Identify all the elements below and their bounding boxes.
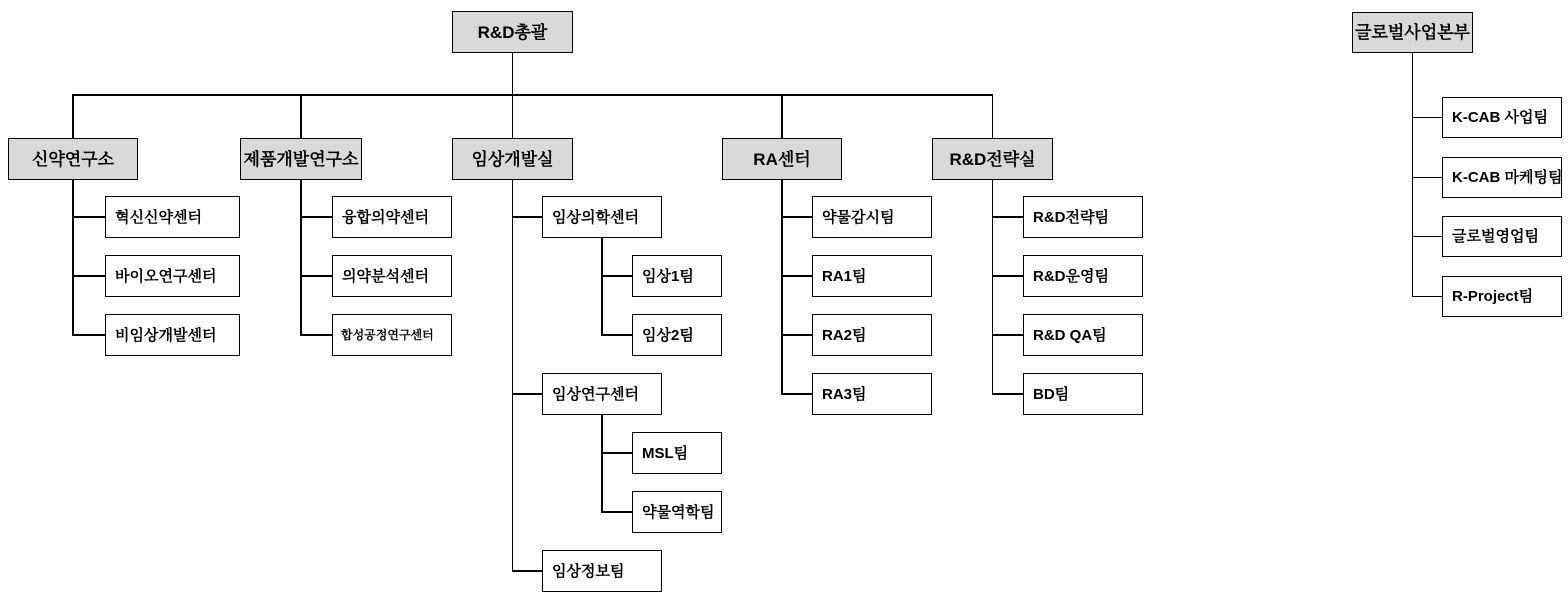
connector-line <box>512 95 514 139</box>
org-node-label: 제품개발연구소 <box>243 149 359 169</box>
connector-line <box>300 95 302 139</box>
org-node-kcab-marketing-team <box>1442 157 1562 198</box>
org-node-nonclinical-dev-center <box>105 314 240 356</box>
connector-line <box>992 180 994 395</box>
org-node-label: 비임상개발센터 <box>115 326 217 344</box>
connector-line <box>781 95 783 139</box>
connector-line <box>1412 296 1443 298</box>
org-node-rnd-head <box>452 11 573 53</box>
org-node-label: 바이오연구센터 <box>115 267 217 285</box>
org-node-label: RA1팀 <box>822 267 867 285</box>
connector-line <box>781 393 813 395</box>
org-node-global-business-hq <box>1352 12 1473 53</box>
connector-line <box>781 180 783 395</box>
org-node-ra-center <box>722 138 842 180</box>
org-node-label: 임상2팀 <box>642 326 694 344</box>
org-node-label: 융합의약센터 <box>342 208 429 226</box>
org-node-rnd-strategy-team <box>1023 196 1143 238</box>
connector-line <box>781 275 813 277</box>
connector-line <box>300 216 333 218</box>
org-node-clinical-research-center <box>542 373 662 415</box>
connector-line <box>300 180 302 336</box>
org-node-label: R&D전략팀 <box>1033 208 1109 226</box>
org-node-pharmacoepidemiology-team <box>632 491 722 533</box>
connector-line <box>992 334 1024 336</box>
org-node-label: K-CAB 사업팀 <box>1452 109 1548 126</box>
connector-line <box>992 393 1024 395</box>
org-node-label: 혁신신약센터 <box>115 208 202 226</box>
org-node-synthesis-process-center <box>332 314 452 356</box>
org-node-msl-team <box>632 432 722 474</box>
connector-line <box>601 334 633 336</box>
connector-line <box>300 334 333 336</box>
org-node-label: 신약연구소 <box>31 149 115 169</box>
org-node-pharmacovigilance-team <box>812 196 932 238</box>
connector-line <box>512 570 543 572</box>
connector-line <box>601 452 633 454</box>
org-node-label: 임상개발실 <box>471 149 554 169</box>
org-node-label: 임상의학센터 <box>552 208 639 226</box>
org-node-pharma-analysis-center <box>332 255 452 297</box>
connector-line <box>601 415 603 513</box>
org-node-label: 임상연구센터 <box>552 385 639 403</box>
connector-line <box>512 180 514 572</box>
org-node-bio-research-center <box>105 255 240 297</box>
connector-line <box>601 275 633 277</box>
org-node-ra-team-1 <box>812 255 932 297</box>
org-node-innovative-drug-center <box>105 196 240 238</box>
connector-line <box>512 53 514 96</box>
connector-line <box>1412 53 1414 297</box>
org-node-label: 약물역학팀 <box>642 503 715 521</box>
org-node-bd-team <box>1023 373 1143 415</box>
connector-line <box>781 334 813 336</box>
connector-line <box>992 216 1024 218</box>
connector-line <box>72 95 74 139</box>
org-node-label: MSL팀 <box>642 444 689 462</box>
org-node-label: RA2팀 <box>822 326 867 344</box>
org-node-clinical-dev-office <box>452 138 573 180</box>
connector-line <box>512 393 543 395</box>
org-node-label: RA센터 <box>753 149 811 169</box>
org-node-label: R&D총괄 <box>477 22 548 42</box>
org-node-rnd-operations-team <box>1023 255 1143 297</box>
org-node-label: R-Project팀 <box>1452 288 1534 305</box>
org-node-label: K-CAB 마케팅팀 <box>1452 169 1563 186</box>
connector-line <box>72 275 106 277</box>
org-node-clinical-information-team <box>542 550 662 592</box>
org-node-new-drug-lab <box>8 138 138 180</box>
connector-line <box>72 180 74 336</box>
org-node-label: RA3팀 <box>822 385 867 403</box>
connector-line <box>1412 236 1443 238</box>
connector-line <box>72 94 993 96</box>
org-node-kcab-business-team <box>1442 97 1562 138</box>
org-node-global-sales-team <box>1442 216 1562 257</box>
connector-line <box>72 216 106 218</box>
org-node-r-project-team <box>1442 276 1562 317</box>
connector-line <box>1412 177 1443 179</box>
org-node-ra-team-2 <box>812 314 932 356</box>
org-node-label: 의약분석센터 <box>342 267 429 285</box>
org-node-label: 글로벌영업팀 <box>1452 228 1539 245</box>
connector-line <box>300 275 333 277</box>
connector-line <box>1412 117 1443 119</box>
org-node-label: 임상1팀 <box>642 267 694 285</box>
org-node-clinical-medicine-center <box>542 196 662 238</box>
connector-line <box>781 216 813 218</box>
connector-line <box>992 275 1024 277</box>
org-node-label: 약물감시팀 <box>822 208 895 226</box>
connector-line <box>512 216 543 218</box>
org-node-label: BD팀 <box>1033 385 1070 403</box>
org-node-label: 합성공정연구센터 <box>341 328 434 342</box>
connector-line <box>72 334 106 336</box>
org-node-label: R&D QA팀 <box>1033 326 1107 344</box>
org-node-label: R&D전략실 <box>949 149 1036 169</box>
org-node-clinical-team-1 <box>632 255 722 297</box>
org-node-rnd-qa-team <box>1023 314 1143 356</box>
org-node-label: 글로벌사업본부 <box>1355 23 1470 42</box>
connector-line <box>601 511 633 513</box>
org-node-convergence-medicine-center <box>332 196 452 238</box>
org-node-clinical-team-2 <box>632 314 722 356</box>
connector-line <box>992 95 994 139</box>
org-node-ra-team-3 <box>812 373 932 415</box>
org-node-label: 임상정보팀 <box>552 562 625 580</box>
org-node-product-dev-lab <box>240 138 362 180</box>
connector-line <box>601 238 603 336</box>
org-node-rnd-strategy-office <box>932 138 1053 180</box>
org-node-label: R&D운영팀 <box>1033 267 1109 285</box>
